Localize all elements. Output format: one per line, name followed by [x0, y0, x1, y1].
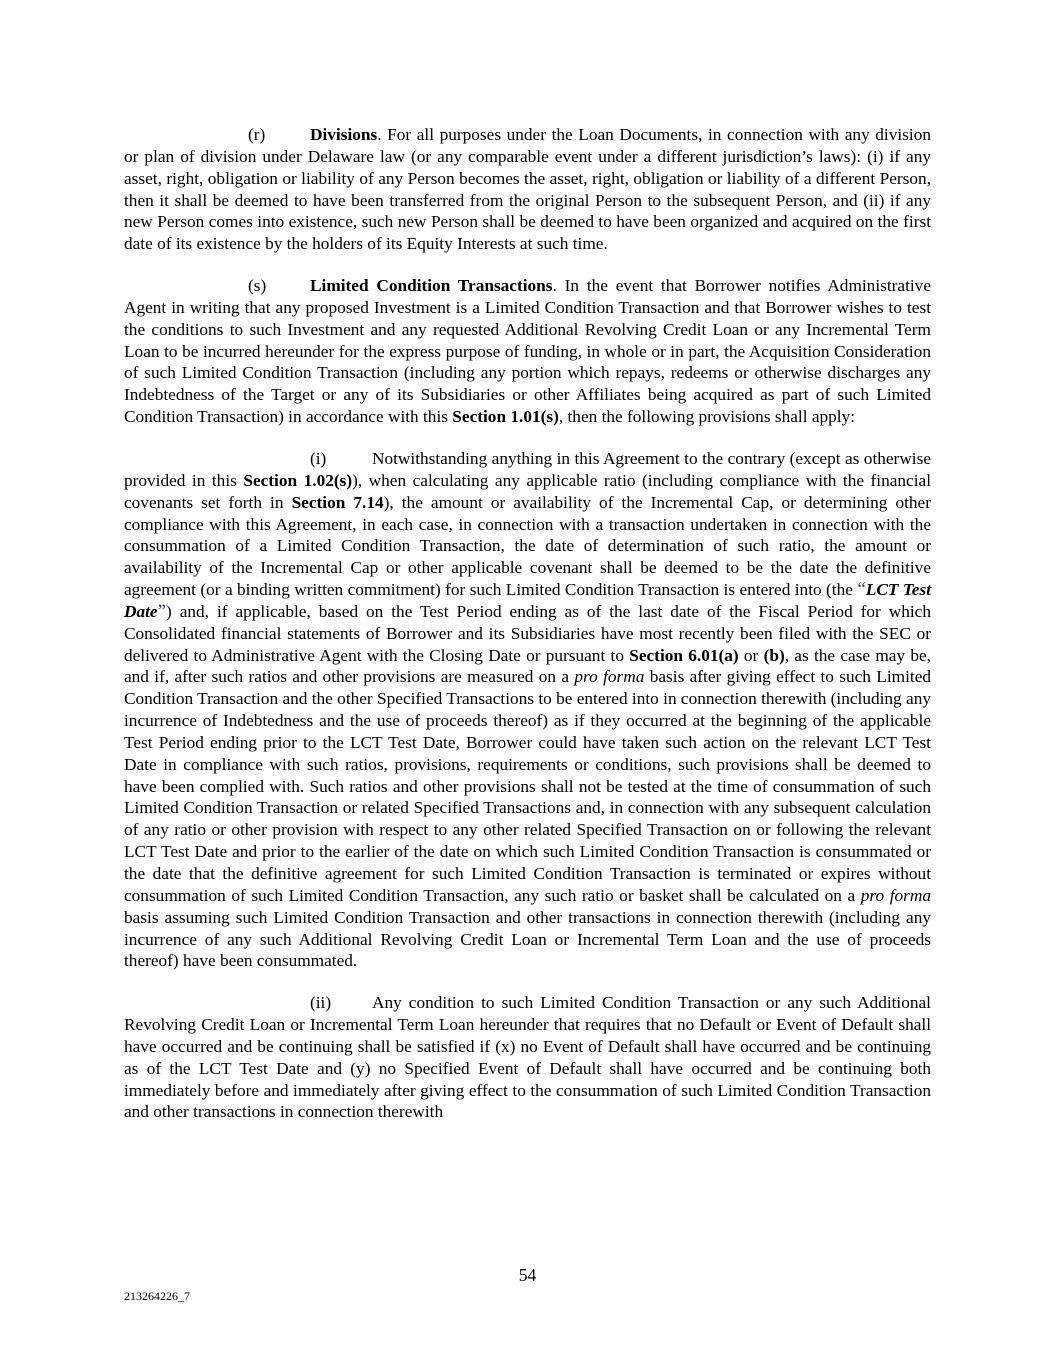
section-s-text-1: . In the event that Borrower notifies Administrative Agent in writing that any proposed Investment is a Limited Condition Transaction and that Borrower wishes to test the conditions to such Investment and any requested Additional Revolving Credit Loan or any Incremental Term Loan to be incurred hereunder for the express purpose of funding, in whole or in part, the Acquisition Consideration of such Limited Condition Transaction (including any portion which repays, redeems or otherwise discharges any Indebtedness of the Target or any of its Subsidiaries or other Affiliates being acquired as part of such Limited Condition Transaction) in accordance with this: [124, 276, 931, 427]
section-s-i-text-6: , as the case may be, and if, after such ratios and other provisions are measured on a: [124, 645, 931, 687]
section-s-i-text-7: basis after giving effect to such Limited Condition Transaction and the other Specified Transactions to be entered into in connection therewith (including any incurrence of Indebtedness and the use of proceeds thereof) as if they occurred at the beginning of the applicable Test Period ending prior to the LCT Test Date, Borrower could have taken such action on the relevant LCT Test Date in compliance with such ratios, provisions, requirements or conditions, such provisions shall be deemed to have been complied with. Such ratios and other provisions shall not be tested at the time of consummation of such Limited Condition Transaction or related Specified Transactions and, in connection with any subsequent calculation of any ratio or other provision with respect to any other related Specified Transaction on or following the relevant LCT Test Date and prior to the earlier of the date on which such Limited Condition Transaction is consummated or the date that the definitive agreement for such Limited Condition Transaction is terminated or expires without consummation of such Limited Condition Transaction, any such ratio or basket shall be calculated on a: [124, 667, 931, 905]
section-s-number: (s): [248, 276, 267, 296]
section-s-i-ref-1: Section 1.02(s): [243, 470, 353, 490]
section-s-i-italic-1: pro forma: [574, 667, 645, 687]
section-s-ii-paragraph: [124, 992, 931, 1123]
document-body: [124, 124, 931, 1143]
document-id: 213264226_7: [124, 1289, 190, 1303]
section-s-i-text-4: ) and, if applicable, based on the Test Period ending as of the last date of the Fiscal Period for which Consolidated financial statements of Borrower and its Subsidiaries have most recently been filed with the SEC or delivered to Administrative Agent with the Closing Date or pursuant to: [124, 601, 931, 665]
section-s-i-paragraph: [124, 448, 931, 972]
section-s-heading: Limited Condition Transactions: [310, 276, 553, 296]
section-r-text: . For all purposes under the Loan Documents, in connection with any division or plan of division under Delaware law (or any comparable event under a different jurisdiction’s laws): (i) if any asset, right, obligation or liability of any Person becomes the asset, right, obligation or liability of a different Person, then it shall be deemed to have been transferred from the original Person to the subsequent Person, and (ii) if any new Person comes into existence, such new Person shall be deemed to have been organized and acquired on the first date of its existence by the holders of its Equity Interests at such time.: [124, 125, 931, 254]
page-number: 54: [518, 1265, 537, 1285]
section-s-i-number: (i): [310, 448, 327, 468]
section-s-paragraph: [124, 275, 931, 428]
section-s-text-2: , then the following provisions shall apply:: [558, 407, 856, 427]
section-s-i-text-8: basis assuming such Limited Condition Transaction and other transactions in connection therewith (including any incurrence of any such Additional Revolving Credit Loan or Incremental Term Loan and the use of proceeds thereof) have been consummated.: [124, 907, 931, 971]
section-s-i-text-3: ), the amount or availability of the Incremental Cap, or determining other compliance with this Agreement, in each case, in connection with a transaction undertaken in connection with the consummation of a Limited Condition Transaction, the date of determination of such ratio, the amount or availability of the Incremental Cap or other applicable covenant shall be deemed to be the date the definitive agreement (or a binding written commitment) for such Limited Condition Transaction is entered into (the: [124, 492, 931, 600]
section-s-i-ref-4: (b): [763, 645, 785, 665]
section-s-i-text-2: ), when calculating any applicable ratio (including compliance with the financial covenants set forth in: [124, 470, 931, 512]
section-r-heading: Divisions: [310, 125, 378, 144]
section-r-paragraph: [124, 124, 931, 255]
section-s-i-ref-3: Section 6.01(a): [629, 645, 739, 665]
defined-term-open-quote: “: [857, 579, 866, 601]
section-s-ref: Section 1.01(s): [452, 407, 559, 427]
section-s-i-ref-2: Section 7.14: [291, 492, 384, 512]
section-s-i-text-1: Notwithstanding anything in this Agreement to the contrary (except as otherwise provided in this: [124, 448, 931, 490]
section-s-ii-number: (ii): [310, 993, 332, 1013]
section-s-i-italic-2: pro forma: [860, 885, 931, 905]
defined-term-lct-test-date: LCT Test Date: [124, 580, 932, 621]
defined-term-close-quote: ”: [157, 600, 167, 622]
section-s-ii-text: Any condition to such Limited Condition Transaction or any such Additional Revolving Credit Loan or Incremental Term Loan hereunder that requires that no Default or Event of Default shall have occurred and be continuing shall be satisfied if (x) no Event of Default shall have occurred and be continuing as of the LCT Test Date and (y) no Specified Event of Default shall have occurred and be continuing both immediately before and immediately after giving effect to the consummation of such Limited Condition Transaction and other transactions in connection therewith: [124, 993, 931, 1122]
section-s-i-text-5: or: [738, 645, 764, 665]
section-r-number: (r): [248, 125, 266, 144]
